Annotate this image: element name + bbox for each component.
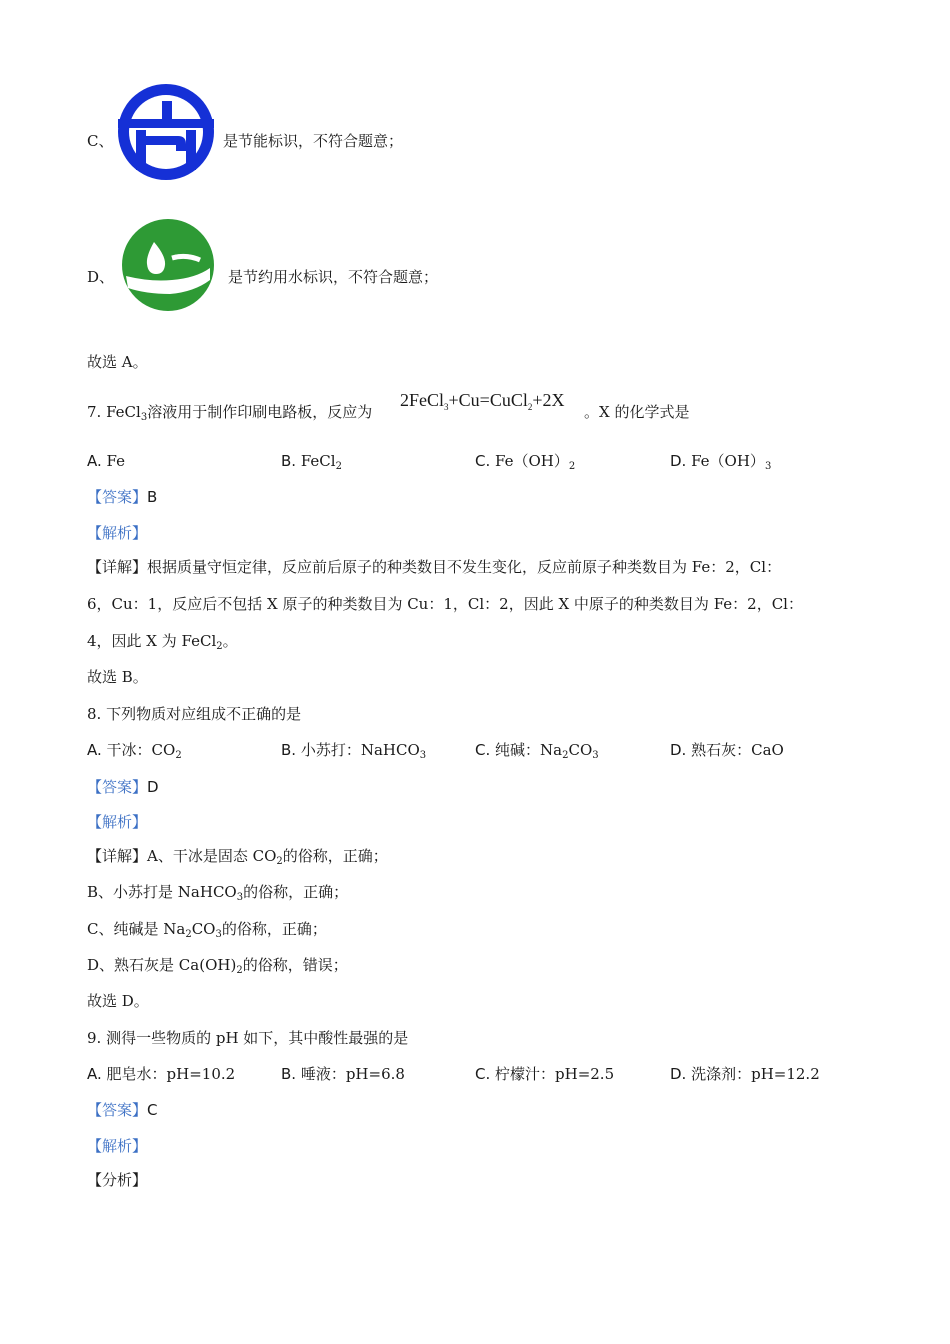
q9-option-d: D. 洗涤剂：pH=12.2 bbox=[670, 1065, 820, 1083]
q7-option-d: D. $Fe(OH)_3$ bbox=[670, 452, 772, 472]
answer-tag: 【答案】 bbox=[87, 778, 148, 796]
option-c-letter: C、 bbox=[87, 132, 114, 150]
option-d-letter: D、 bbox=[87, 268, 115, 286]
q9-option-b: B. 唾液：pH=6.8 bbox=[281, 1065, 405, 1083]
q7-option-c: C. $Fe(OH)_2$ bbox=[475, 452, 576, 472]
answer-tag: 【答案】 bbox=[87, 488, 148, 506]
q7-detail-line3: 4，因此 X 为 FeCl$_2$。 bbox=[87, 632, 238, 652]
q8-conclusion: 故选 D。 bbox=[87, 992, 149, 1010]
q8-option-c: C. 纯碱：$Na_2CO_3$ bbox=[475, 741, 599, 761]
q9-analysis-tag: 【解析】 bbox=[87, 1137, 148, 1155]
energy-saving-logo-icon bbox=[116, 81, 216, 183]
q7-stem: 7. FeCl$_3$溶液用于制作印刷电路板，反应为 bbox=[87, 403, 373, 423]
q9-option-a: A. 肥皂水：pH=10.2 bbox=[87, 1065, 236, 1083]
q7-conclusion: 故选 B。 bbox=[87, 668, 148, 686]
q7-stem-suffix: 。X 的化学式是 bbox=[584, 403, 690, 421]
option-d-line bbox=[87, 267, 114, 287]
q8-answer: 【答案】D bbox=[87, 778, 159, 796]
answer-tag: 【答案】 bbox=[87, 1101, 148, 1119]
q7-answer: 【答案】B bbox=[87, 488, 158, 506]
q7-detail-line2: 6，Cu：1，反应后不包括 X 原子的种类数目为 Cu：1，Cl：2，因此 X 中原子的种类数目为 Fe：2，Cl： bbox=[87, 595, 803, 613]
q8-stem: 8. 下列物质对应组成不正确的是 bbox=[87, 705, 302, 723]
q7-option-b: B. FeCl$_2$ bbox=[281, 452, 342, 472]
option-c-text: 是节能标识，不符合题意； bbox=[223, 132, 404, 150]
q8-detail-d: D、熟石灰是 $Ca(OH)_2$的俗称，错误； bbox=[87, 956, 348, 976]
option-d-text: 是节约用水标识，不符合题意； bbox=[228, 268, 439, 286]
q7-equation: 2FeCl$_3$+Cu=CuCl$_2$+2X bbox=[400, 390, 565, 412]
q7-option-a: A. Fe bbox=[87, 452, 126, 470]
q8-option-d: D. 熟石灰：CaO bbox=[670, 741, 784, 759]
q9-stem: 9. 测得一些物质的 pH 如下，其中酸性最强的是 bbox=[87, 1029, 409, 1047]
q8-option-b: B. 小苏打：NaHCO$_3$ bbox=[281, 741, 427, 761]
q6-conclusion: 故选 A。 bbox=[87, 353, 148, 371]
q8-option-a: A. 干冰：$CO_2$ bbox=[87, 741, 182, 761]
q9-fenxi-tag: 【分析】 bbox=[87, 1171, 148, 1189]
q7-analysis-tag: 【解析】 bbox=[87, 524, 148, 542]
q7-detail-line1: 【详解】根据质量守恒定律，反应前后原子的种类数目不发生变化，反应前原子种类数目为 Fe：2，Cl： bbox=[87, 558, 782, 576]
option-c-line bbox=[87, 131, 113, 151]
q9-option-c: C. 柠檬汁：pH=2.5 bbox=[475, 1065, 615, 1083]
q8-detail-b: B、小苏打是 NaHCO$_3$的俗称，正确； bbox=[87, 883, 349, 903]
q9-answer: 【答案】C bbox=[87, 1101, 158, 1119]
q8-detail-c: C、纯碱是 $Na_2CO_3$的俗称，正确； bbox=[87, 920, 327, 940]
water-saving-logo-icon bbox=[120, 218, 216, 312]
q8-detail-a: 【详解】A、干冰是固态 $CO_2$的俗称，正确； bbox=[87, 847, 388, 867]
q8-analysis-tag: 【解析】 bbox=[87, 813, 148, 831]
